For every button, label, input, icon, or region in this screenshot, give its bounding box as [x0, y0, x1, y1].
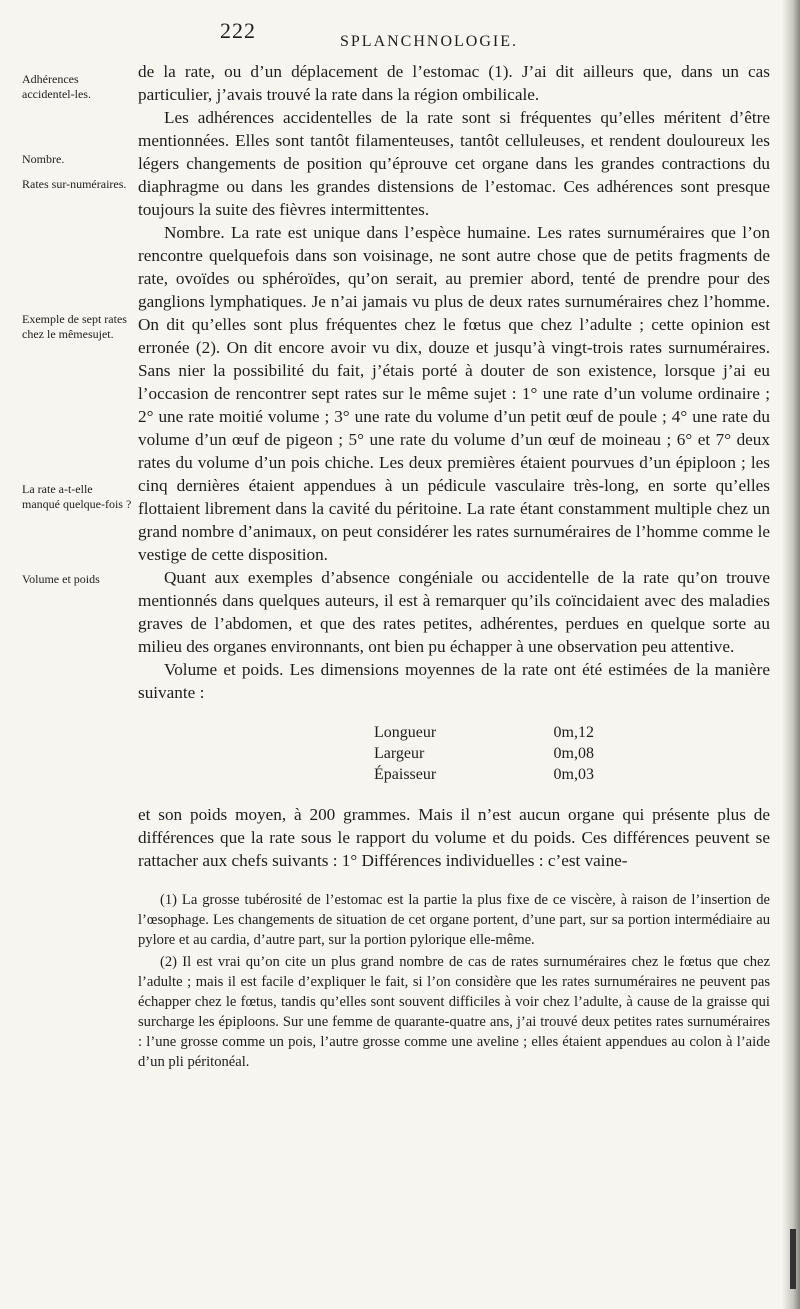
page-edge-shadow [782, 0, 800, 1309]
margin-note-sept-rates: Exemple de sept rates chez le mêmesujet. [22, 312, 127, 341]
footnotes [138, 890, 770, 1072]
measurement-row [374, 764, 594, 785]
running-title: SPLANCHNOLOGIE. [340, 33, 518, 50]
paragraph-absence: Quant aux exemples d’absence congéniale ou accidentelle de la rate qu’on trouve mentionnés dans quelques auteurs, il est à remarquer qu’ils coïncidaient avec des maladies graves de l’abdomen, et que des rates petites, adhérentes, perdues en quelque sorte au milieu des organes environnants, ont bien pu échapper à une observation peu attentive. [138, 568, 770, 656]
measurement-label: Largeur [374, 745, 425, 762]
margin-note-nombre: Nombre. [22, 152, 65, 166]
paragraph-adherences: Les adhérences accidentelles de la rate sont si fréquentes qu’elles méritent d’être mentionnées. Elles sont tantôt filamenteuses, tantôt celluleuses, et rendent douloureux les légers changements de position qu’éprouve cet organe dans les grandes contractions du diaphragme ou dans les grandes distensions de l’estomac. Ces adhérences sont presque toujours la suite des fièvres intermittentes. [138, 108, 770, 219]
measurement-value: 0m,08 [553, 745, 594, 762]
measurement-value: 0m,12 [553, 724, 594, 741]
measurement-label: Longueur [374, 724, 437, 741]
measurement-row [374, 743, 594, 764]
measurement-label: Épaisseur [374, 766, 437, 783]
paragraph-nombre: Nombre. La rate est unique dans l’espèce humaine. Les rates surnuméraires que l’on rencontre quelquefois dans son voisinage, ne sont autre chose que de petits fragments de rate, ovoïdes ou sphéroïdes, qu’on serait, au premier abord, tenté de prendre pour des ganglions lymphatiques. Je n’ai jamais vu plus de deux rates surnuméraires chez l’homme. On dit qu’elles sont plus fréquentes chez le fœtus que chez l’adulte ; cette opinion est erronée (2). On dit encore avoir vu dix, douze et jusqu’à vingt-trois rates surnuméraires. Sans nier la possibilité du fait, j’étais porté à douter de son existence, lorsque j’ai eu l’occasion de rencontrer sept rates sur le même sujet : 1° une rate d’un volume ordinaire ; 2° une rate moitié volume ; 3° une rate du volume d’un petit œuf de poule ; 4° une rate du volume d’un œuf de pigeon ; 5° une rate du volume d’un œuf de moineau ; 6° et 7° deux rates du volume d’un pois chiche. Les deux premières étaient pourvues d’un épiploon ; les cinq dernières étaient appendues à un pédicule vasculaire très-long, en sorte qu’elles flottaient librement dans la cavité du péritoine. La rate étant constamment multiple chez un grand nombre d’animaux, on peut considérer les rates surnuméraires de l’homme comme le vestige de cette disposition. [138, 223, 770, 564]
measurement-value: 0m,03 [553, 766, 594, 783]
page-number: 222 [220, 18, 256, 43]
measurements-table [374, 722, 594, 785]
footnote-1: (1) La grosse tubérosité de l’estomac est la partie la plus fixe de ce viscère, à raison de l’insertion de l’œsophage. Les changements de situation de cet organe portent, d’une part, sur sa portion intermédiaire au pylore et au cardia, d’autre part, sur la portion pylorique elle-même. [138, 892, 770, 948]
paragraph-volume-poids: Volume et poids. Les dimensions moyennes de la rate ont été estimées de la manière suivante : [138, 660, 770, 702]
main-text [138, 60, 770, 1074]
margin-note-volume-poids: Volume et poids [22, 572, 100, 586]
page-edge-mark [790, 1229, 796, 1289]
margin-note-rate-manque: La rate a-t-elle manqué quelque-fois ? [22, 482, 132, 511]
paragraph-opening: de la rate, ou d’un déplacement de l’estomac (1). J’ai dit ailleurs que, dans un cas particulier, j’avais trouvé la rate dans la région ombilicale. [138, 62, 770, 104]
measurement-row [374, 722, 594, 743]
margin-note-rates-surnumeraires: Rates sur-numéraires. [22, 177, 127, 191]
page-header [180, 18, 740, 62]
margin-note-adherences: Adhérences accidentel-les. [22, 72, 91, 101]
footnote-2: (2) Il est vrai qu’on cite un plus grand nombre de cas de rates surnuméraires chez le fœtus que chez l’adulte ; mais il est facile d’expliquer le fait, si l’on considère que les rates surnuméraires ne peuvent pas échapper chez le fœtus, tandis qu’elles sont souvent difficiles à voir chez l’adulte, à cause de la graisse qui surcharge les épiploons. Sur une femme de quarante-quatre ans, j’ai trouvé deux petites rates surnuméraires : l’une grosse comme un pois, l’autre grosse comme une aveline ; elles étaient appendues au colon à l’aide d’un pli péritonéal. [138, 954, 770, 1070]
paragraph-closing: et son poids moyen, à 200 grammes. Mais il n’est aucun organe qui présente plus de différences que la rate sous le rapport du volume et du poids. Ces différences peuvent se rattacher aux chefs suivants : 1° Différences individuelles : c’est vaine- [138, 805, 770, 870]
